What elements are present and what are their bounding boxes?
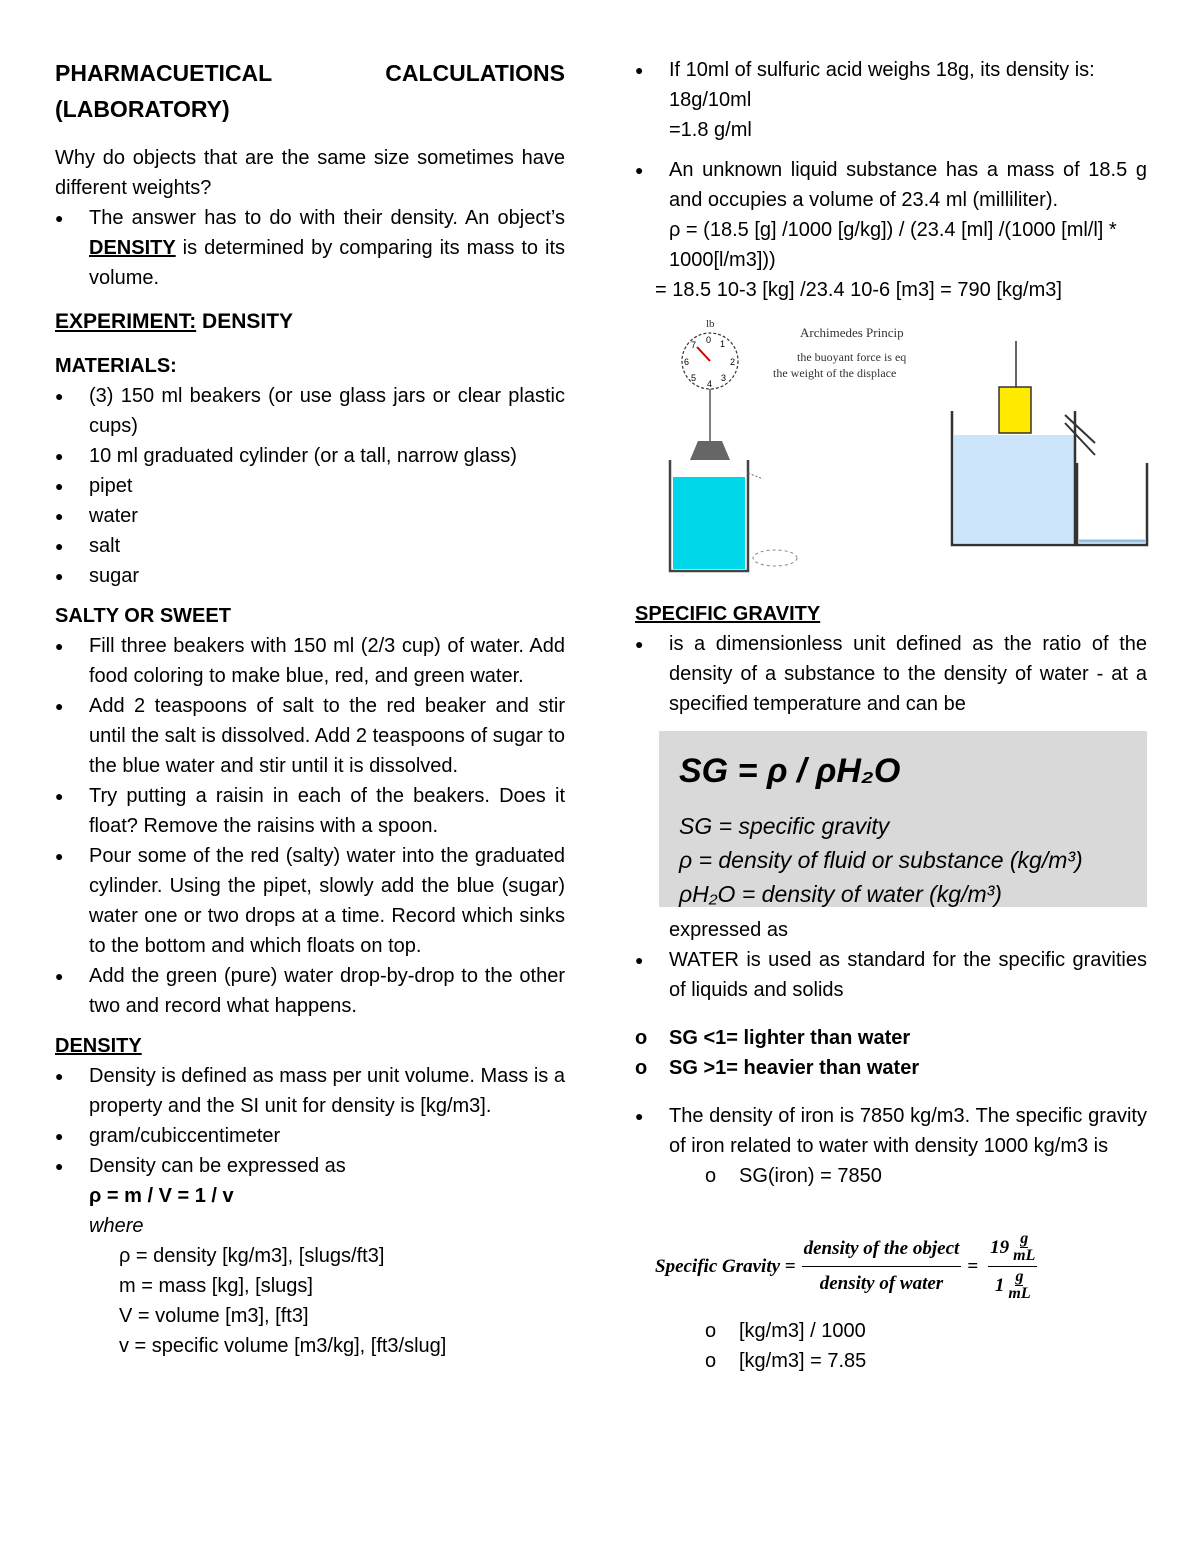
sg-bottom-number: 1 [994, 1274, 1005, 1296]
sg-fraction-formula [655, 1231, 1147, 1302]
expressed-as: expressed as [669, 919, 788, 941]
example-line: ● If 10ml of sulfuric acid weighs 18g, its density is: [669, 59, 1095, 81]
sg-box-line: SG = specific gravity [679, 813, 890, 839]
archimedes-figure [635, 315, 1155, 585]
list-item: ● (3) 150 ml beakers (or use glass jars or clear plastic cups) [55, 381, 565, 441]
hanging-weight [690, 441, 730, 460]
sg-def-list [635, 629, 1147, 719]
example-sulfuric-acid [635, 55, 1147, 145]
list-item: ● Try putting a raisin in each of the beakers. Does it float? Remove the raisins with a spoon. [55, 781, 565, 841]
example-text: ● An unknown liquid substance has a mass of 18.5 g and occupies a volume of 23.4 ml (milliliter). [669, 159, 1147, 211]
dial-number: 7 [691, 340, 697, 350]
scale-dial [682, 318, 738, 389]
dial-number: 4 [707, 379, 713, 389]
list-item: ● Density is defined as mass per unit volume. Mass is a property and the SI unit for density is [kg/m3]. [55, 1061, 565, 1121]
list-item: ● Add 2 teaspoons of salt to the red beaker and stir until the salt is dissolved. Add 2 teaspoons of sugar to the blue water and stir until it is dissolved. [55, 691, 565, 781]
list-item: ● salt [55, 531, 565, 561]
figure-caption-1: Archimedes Princip [800, 325, 904, 340]
dial-number: 6 [684, 357, 690, 367]
figure-caption-2: the buoyant force is eq [797, 350, 907, 364]
intro-answer-list [55, 203, 565, 293]
unit-num: g [1015, 1268, 1024, 1285]
sg-numerator: density of the object [802, 1234, 962, 1267]
left-column [55, 55, 565, 1361]
example-result: = 18.5 10-3 [kg] /23.4 10-6 [m3] = 790 [kg/m3] [655, 279, 1062, 301]
sg-value-bottom [995, 1267, 1031, 1302]
unit-fraction [1013, 1231, 1035, 1264]
sg-fraction [802, 1234, 962, 1299]
answer-text-pre: The answer has to do with their density. An object’s [89, 207, 565, 229]
materials-heading: MATERIALS: [55, 355, 177, 377]
example-line: 18g/10ml [669, 89, 752, 111]
sg-main-formula: SG = ρ / ρH₂O [679, 752, 901, 790]
definition-line: v = specific volume [m3/kg], [ft3/slug] [119, 1335, 447, 1357]
example-calculation: ρ = (18.5 [g] /1000 [g/kg]) / (23.4 [ml] /(1000 [ml/l] * 1000[l/m3])) [669, 219, 1117, 271]
example-unknown-liquid [635, 155, 1147, 275]
sg-value-top [988, 1231, 1037, 1267]
unit-den: mL [1013, 1247, 1036, 1264]
submerged-block [999, 387, 1031, 433]
example-line: =1.8 g/ml [669, 119, 752, 141]
definition-line: m = mass [kg], [slugs] [119, 1275, 313, 1297]
unit-fraction [1008, 1269, 1030, 1302]
salty-heading: SALTY OR SWEET [55, 605, 231, 627]
dial-number: 1 [720, 339, 726, 349]
conversion-line: o [kg/m3] / 1000 [635, 1316, 1147, 1346]
sg-comparison-list [635, 1023, 1147, 1083]
list-item: ● 10 ml graduated cylinder (or a tall, narrow glass) [55, 441, 565, 471]
sg-box-line: ρH₂O = density of water (kg/m³) [679, 881, 1002, 907]
page-title [55, 55, 565, 91]
sg-value-fraction [988, 1231, 1037, 1302]
list-item: ● Fill three beakers with 150 ml (2/3 cup) of water. Add food coloring to make blue, red, and green water. [55, 631, 565, 691]
intro-answer [55, 203, 565, 293]
sg-formula-box [659, 731, 1147, 907]
list-item: ● Add the green (pure) water drop-by-drop to the other two and record what happens. [55, 961, 565, 1021]
sg-denominator: density of water [819, 1273, 944, 1294]
list-item: ● sugar [55, 561, 565, 591]
density-heading: DENSITY [55, 1035, 142, 1057]
definition-line: ρ = density [kg/m3], [slugs/ft3] [119, 1245, 385, 1267]
sg-lhs: Specific Gravity = [655, 1255, 796, 1277]
salty-steps-list [55, 631, 565, 1021]
sg-top-number: 19 [990, 1236, 1010, 1258]
sg-eq: = [967, 1255, 979, 1277]
page-subtitle: (LABORATORY) [55, 96, 230, 122]
intro-question: Why do objects that are the same size sometimes have different weights? [55, 147, 565, 199]
experiment-heading [55, 307, 565, 337]
list-item: ● Pour some of the red (salty) water into the graduated cylinder. Using the pipet, slowly add the blue (sugar) water one or two drops at a time. Record which sinks to the bottom and which floats on top. [55, 841, 565, 961]
title-word-2: CALCULATIONS [385, 60, 565, 86]
where-label: where [89, 1215, 144, 1237]
conversion-line: o [kg/m3] = 7.85 [635, 1346, 1147, 1376]
answer-keyword: DENSITY [89, 237, 176, 259]
water-standard: ● WATER is used as standard for the specific gravities of liquids and solids [635, 945, 1147, 1005]
dial-number: 0 [706, 335, 712, 345]
definition-line: V = volume [m3], [ft3] [119, 1305, 309, 1327]
right-column [635, 55, 1147, 1376]
title-word-1: PHARMACUETICAL [55, 60, 273, 86]
iron-example: ● The density of iron is 7850 kg/m3. The specific gravity of iron related to water with density 1000 kg/m3 is [635, 1101, 1147, 1161]
answer-text-post: is determined by comparing its mass to its volume. [89, 237, 565, 289]
experiment-label: EXPERIMENT: [55, 310, 197, 333]
dial-number: 3 [721, 373, 727, 383]
left-water [673, 477, 745, 569]
iron-list [635, 1101, 1147, 1191]
sg-lighter: o SG <1= lighter than water [635, 1023, 1147, 1053]
list-item: ● pipet [55, 471, 565, 501]
figure-caption-3: the weight of the displace [773, 366, 897, 380]
sg-definition: ● is a dimensionless unit defined as the ratio of the density of a substance to the density of water - at a specified temperature and can be [635, 629, 1147, 719]
unit-den: mL [1008, 1285, 1031, 1302]
list-item: ● gram/cubiccentimeter [55, 1121, 565, 1151]
list-item: ● Density can be expressed as [55, 1151, 565, 1181]
sg-box-line: ρ = density of fluid or substance (kg/m³) [679, 847, 1083, 873]
materials-list [55, 381, 565, 591]
unit-num: g [1020, 1230, 1029, 1247]
specific-gravity-heading: SPECIFIC GRAVITY [635, 603, 821, 625]
right-water [954, 435, 1074, 543]
scale-unit-label: lb [706, 318, 715, 330]
experiment-name: DENSITY [196, 310, 294, 333]
density-list [55, 1061, 565, 1181]
water-standard-list [635, 945, 1147, 1005]
list-item: ● water [55, 501, 565, 531]
dial-number: 5 [691, 373, 697, 383]
iron-sg: o SG(iron) = 7850 [635, 1161, 1147, 1191]
sg-heavier: o SG >1= heavier than water [635, 1053, 1147, 1083]
examples-list [635, 55, 1147, 275]
conversion-list [635, 1316, 1147, 1376]
density-formula: ρ = m / V = 1 / v [89, 1185, 234, 1207]
dial-number: 2 [730, 357, 736, 367]
